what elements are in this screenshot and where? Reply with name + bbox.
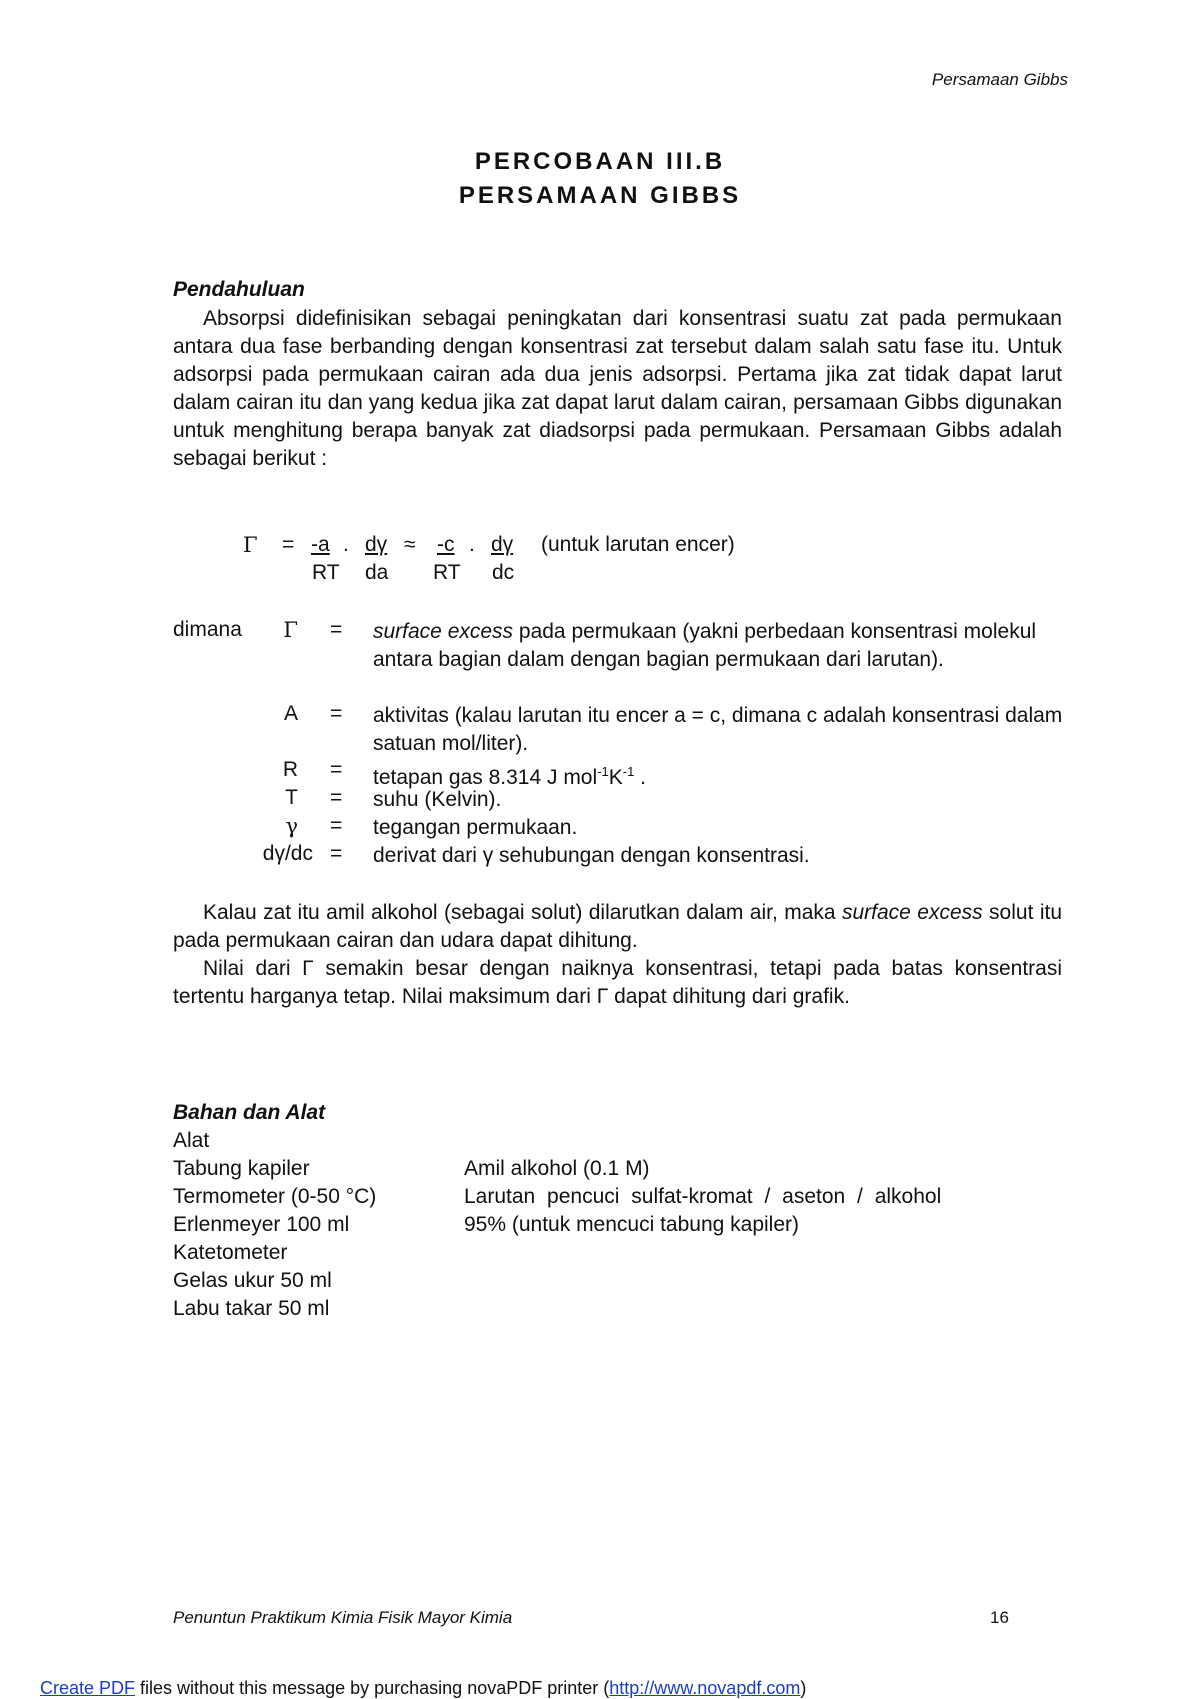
list-item: Larutan pencuci sulfat-kromat / aseton / alkohol (464, 1185, 942, 1208)
equation-note: (untuk larutan encer) (541, 533, 735, 556)
equation-equals: = (282, 533, 295, 556)
list-item: Gelas ukur 50 ml (173, 1269, 332, 1292)
definition-text: derivat dari γ sehubungan dengan konsentrasi. (373, 844, 810, 867)
novapdf-text: files without this message by purchasing novaPDF printer ( (135, 1678, 610, 1698)
definition-symbol: R (282, 758, 298, 781)
list-item: Termometer (0-50 °C) (173, 1185, 377, 1208)
page-title: PERCOBAAN III.B (474, 148, 726, 175)
definition-symbol: γ (285, 814, 298, 838)
definition-symbol: T (285, 786, 298, 809)
definition-equals: = (330, 786, 343, 809)
list-item: Amil alkohol (0.1 M) (464, 1157, 650, 1180)
novapdf-text-end: ) (800, 1678, 807, 1698)
equation-numerator-dgamma-2: dγ (491, 533, 514, 556)
subheading-alat: Alat (173, 1129, 210, 1152)
page-number: 16 (990, 1608, 1009, 1627)
definition-equals: = (330, 758, 343, 781)
equation-denominator-rt-2: RT (433, 561, 461, 584)
running-head: Persamaan Gibbs (931, 70, 1068, 89)
definition-text-rest: pada permukaan (yakni perbedaan konsentrasi molekul antara bagian dalam dengan bagian permukaan dari larutan). (373, 620, 1037, 671)
intro-paragraph: Absorpsi didefinisikan sebagai peningkatan dari konsentrasi suatu zat pada permukaan antara dua fase berbanding dengan konsentrasi zat tersebut dalam salah satu fase itu. Untuk adsorpsi pada permukaan cairan ada dua jenis adsorpsi. Pertama jika zat tidak dapat larut dalam cairan itu dan yang kedua jika zat dapat larut dalam cairan, persamaan Gibbs digunakan untuk menghitung berapa banyak zat diadsorpsi pada permukaan. Persamaan Gibbs adalah sebagai berikut : (173, 307, 1062, 470)
footer-title: Penuntun Praktikum Kimia Fisik Mayor Kimia (173, 1608, 513, 1627)
list-item: Labu takar 50 ml (173, 1297, 330, 1320)
definition-text: suhu (Kelvin). (373, 788, 502, 811)
definition-text: tegangan permukaan. (373, 816, 578, 839)
section-heading-bahan-alat: Bahan dan Alat (173, 1101, 326, 1124)
definition-text: aktivitas (kalau larutan itu encer a = c, dimana c adalah konsentrasi dalam satuan mol/liter). (373, 704, 1063, 755)
definition-equals: = (330, 814, 343, 837)
equation-dot-2: . (469, 533, 475, 556)
definitions-intro: dimana (173, 618, 242, 641)
list-item: 95% (untuk mencuci tabung kapiler) (464, 1213, 800, 1236)
definition-equals: = (330, 702, 343, 725)
paragraph-text: solut itu pada permukaan cairan dan udara dapat dihitung. (173, 901, 1062, 952)
equation-dot-1: . (343, 533, 349, 556)
definition-text (373, 618, 1063, 674)
paragraph-emphasis: surface excess (842, 901, 983, 924)
definition-equals: = (330, 842, 343, 865)
paragraph-nilai: Nilai dari Γ semakin besar dengan naiknya konsentrasi, tetapi pada batas konsentrasi tertentu harganya tetap. Nilai maksimum dari Γ dapat dihitung dari grafik. (173, 957, 1062, 1008)
definition-equals: = (330, 618, 343, 641)
section-heading-pendahuluan: Pendahuluan (173, 278, 305, 301)
definition-symbol: A (283, 702, 298, 725)
equation-denominator-da: da (365, 561, 389, 584)
list-item: Katetometer (173, 1241, 288, 1264)
equation-numerator-dgamma-1: dγ (365, 533, 388, 556)
definition-emphasis: surface excess (373, 620, 514, 643)
equation-numerator-a: -a (311, 533, 330, 556)
equation-denominator-dc: dc (492, 561, 515, 584)
definition-text-part: K (608, 766, 623, 789)
equation-gamma: Γ (243, 533, 258, 557)
novapdf-url-link[interactable]: http://www.novapdf.com (609, 1678, 801, 1698)
novapdf-notice (40, 1678, 806, 1699)
definition-symbol: Γ (283, 618, 298, 642)
definition-symbol: dγ/dc (262, 842, 313, 865)
list-item: Tabung kapiler (173, 1157, 310, 1180)
create-pdf-link[interactable]: Create PDF (40, 1678, 136, 1698)
superscript: -1 (622, 764, 635, 779)
paragraph-text: Kalau zat itu amil alkohol (sebagai solut) dilarutkan dalam air, maka (203, 901, 842, 924)
definition-text-part: . (634, 766, 646, 789)
list-item: Erlenmeyer 100 ml (173, 1213, 350, 1236)
equation-numerator-c: -c (437, 533, 455, 556)
superscript: -1 (597, 764, 609, 779)
paragraph-surface-excess (173, 899, 1062, 955)
definition-text-part: tetapan gas 8.314 J mol (373, 766, 598, 789)
page-subtitle: PERSAMAAN GIBBS (458, 182, 742, 209)
equation-approx: ≈ (404, 533, 416, 556)
equation-denominator-rt-1: RT (312, 561, 340, 584)
